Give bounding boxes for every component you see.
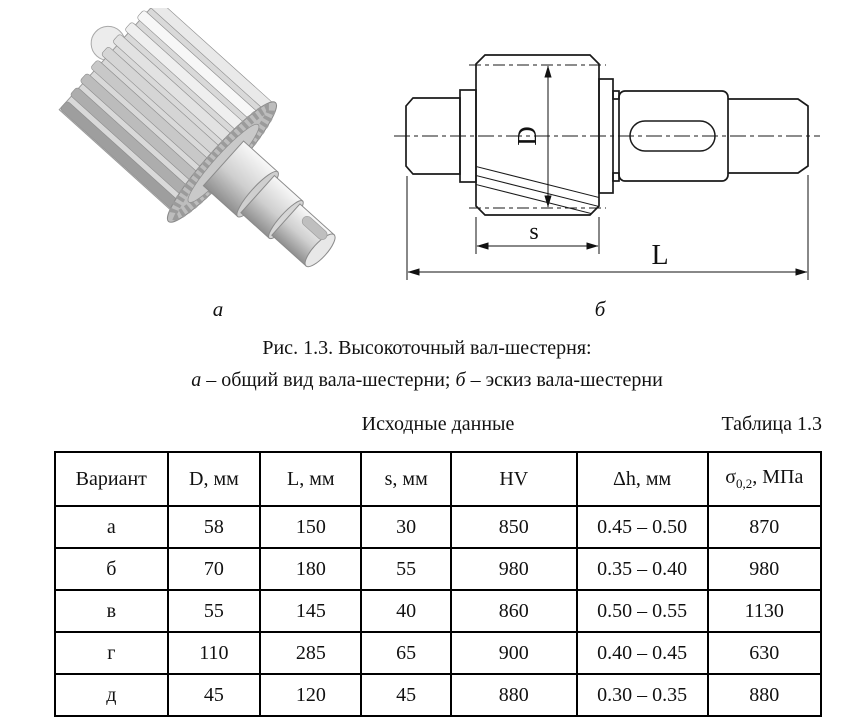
caption-a-text: – общий вид вала-шестерни; [201,369,456,391]
gear-shaft-3d-render [50,8,360,300]
cell-hv: 980 [451,548,577,590]
table-row [55,632,821,674]
table-row [55,674,821,716]
cell-sigma: 870 [708,506,821,548]
dim-label-l: L [651,240,669,271]
cell-d: 110 [168,632,261,674]
cell-variant: б [55,548,168,590]
cell-dh: 0.50 – 0.55 [577,590,708,632]
cell-l: 145 [260,590,361,632]
subfigure-label-a: а [212,297,224,321]
dim-label-d: D [512,126,542,146]
cell-hv: 850 [451,506,577,548]
cell-sigma: 630 [708,632,821,674]
cell-s: 45 [361,674,451,716]
table-row [55,548,821,590]
cell-variant: а [55,506,168,548]
cell-hv: 880 [451,674,577,716]
cell-d: 45 [168,674,261,716]
cell-d: 55 [168,590,261,632]
cell-hv: 860 [451,590,577,632]
table-row [55,506,821,548]
cell-dh: 0.35 – 0.40 [577,548,708,590]
cell-l: 285 [260,632,361,674]
sigma-subscript: 0,2 [736,476,753,491]
table-header-row [55,452,821,506]
cell-s: 55 [361,548,451,590]
dimension-labels [512,126,669,271]
cell-s: 30 [361,506,451,548]
caption-b-text: – эскиз вала-шестерни [465,369,663,391]
subfigure-label-b: б [594,297,606,321]
cell-s: 65 [361,632,451,674]
col-header-hv: HV [451,452,577,506]
initial-data-table [54,451,822,717]
shaft-sketch-drawing [390,8,850,300]
cell-l: 180 [260,548,361,590]
stepped-shaft [203,141,345,277]
cell-dh: 0.40 – 0.45 [577,632,708,674]
cell-sigma: 1130 [708,590,821,632]
sigma-units: , МПа [752,466,804,488]
col-header-s: s, мм [361,452,451,506]
cell-d: 70 [168,548,261,590]
cell-s: 40 [361,590,451,632]
cell-variant: г [55,632,168,674]
cell-d: 58 [168,506,261,548]
table-heading-row [54,413,822,436]
cell-variant: д [55,674,168,716]
col-header-l: L, мм [260,452,361,506]
col-header-variant: Вариант [55,452,168,506]
cell-dh: 0.30 – 0.35 [577,674,708,716]
col-header-dh: Δh, мм [577,452,708,506]
cell-sigma: 880 [708,674,821,716]
cell-hv: 900 [451,632,577,674]
sigma-symbol: σ [725,466,736,488]
helix-lines [474,166,601,216]
figure-caption-title: Рис. 1.3. Высокоточный вал-шестерня: [262,337,592,359]
cell-l: 150 [260,506,361,548]
cell-variant: в [55,590,168,632]
cell-l: 120 [260,674,361,716]
caption-b-label: б [455,369,466,391]
table-number: Таблица 1.3 [721,413,822,435]
cell-dh: 0.45 – 0.50 [577,506,708,548]
centerlines [394,65,820,208]
col-header-d: D, мм [168,452,261,506]
table-title: Исходные данные [361,413,515,435]
cell-sigma: 980 [708,548,821,590]
caption-a-label: а [191,369,202,391]
col-header-sigma [708,452,821,506]
table-row [55,590,821,632]
figure-caption-legend [0,369,854,392]
dim-label-s: s [529,219,539,245]
shaft-outline [406,55,808,215]
